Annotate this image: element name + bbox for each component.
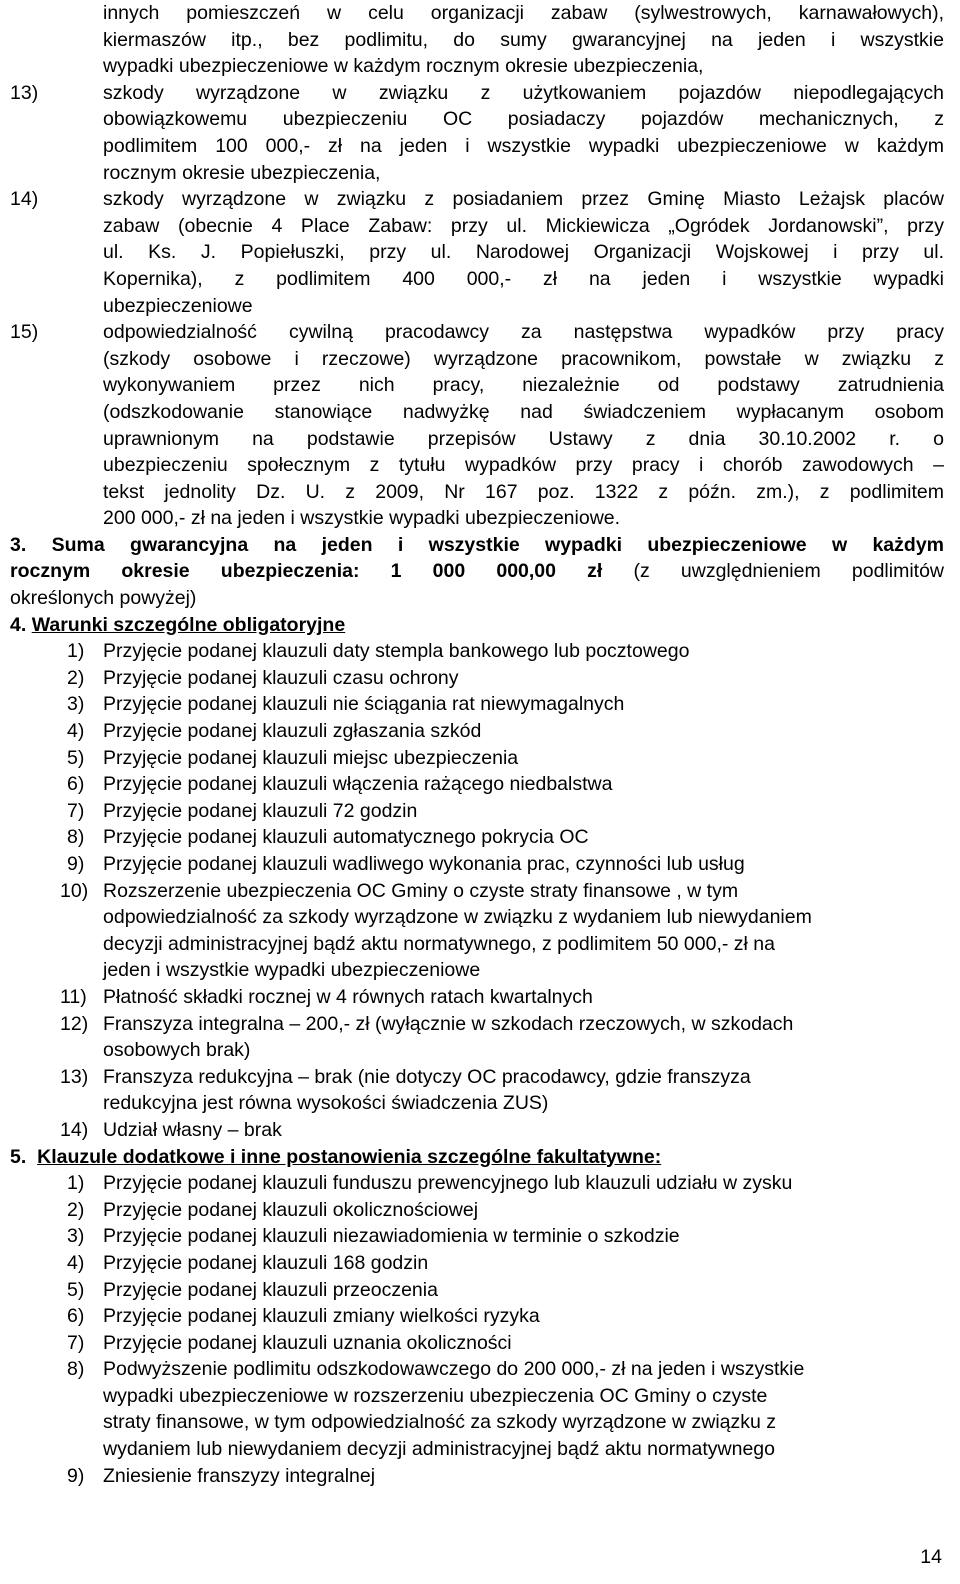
section-3-line-1 xyxy=(10,532,944,559)
list-item-number: 6) xyxy=(67,1305,85,1328)
list-item-number: 8) xyxy=(67,1358,85,1381)
list-item-text: rocznym okresie ubezpieczenia, xyxy=(103,161,381,184)
list-item-number: 4) xyxy=(67,720,85,743)
list-item-number: 13) xyxy=(10,81,39,104)
list-item-text: Przyjęcie podanej klauzuli uznania okoliczności xyxy=(103,1331,512,1354)
list-item-text: Przyjęcie podanej klauzuli przeoczenia xyxy=(103,1278,438,1301)
list-item xyxy=(10,878,944,984)
list-item-text: Rozszerzenie ubezpieczenia OC Gminy o czyste straty finansowe , w tym xyxy=(103,879,739,902)
list-item-text: ubezpieczeniowe xyxy=(103,294,253,317)
list-item xyxy=(10,1117,944,1144)
list-item-number: 5) xyxy=(67,1278,85,1301)
list-item-text: Płatność składki rocznej w 4 równych ratach kwartalnych xyxy=(103,985,593,1008)
text-line: innych pomieszczeń w celu organizacji zabaw (sylwestrowych, karnawałowych), xyxy=(103,2,944,24)
section-5-number: 5. xyxy=(10,1145,27,1168)
obligatory-conditions-list xyxy=(10,638,944,1143)
list-item-text: obowiązkowemu ubezpieczeniu OC posiadaczy pojazdów mechanicznych, z xyxy=(103,108,944,131)
list-item-number: 4) xyxy=(67,1251,85,1274)
list-item-number: 9) xyxy=(67,1464,85,1487)
list-item-number: 7) xyxy=(67,799,85,822)
section-5-heading xyxy=(10,1144,944,1171)
list-item-number: 7) xyxy=(67,1331,85,1354)
list-item-number: 8) xyxy=(67,826,85,849)
section-3-note: (z uwzględnieniem podlimitów xyxy=(602,560,944,583)
list-item xyxy=(10,1250,944,1277)
section-5 xyxy=(10,1144,944,1490)
list-item xyxy=(10,665,944,692)
section-3-line-2 xyxy=(10,558,944,585)
list-item-text: Podwyższenie podlimitu odszkodowawczego do 200 000,- zł na jeden i wszystkie xyxy=(103,1358,805,1381)
list-item-number: 3) xyxy=(67,693,85,716)
list-item-text: Przyjęcie podanej klauzuli nie ściągania rat niewymagalnych xyxy=(103,693,625,716)
section-3-line-3: określonych powyżej) xyxy=(10,587,197,610)
list-item-text: Przyjęcie podanej klauzuli 72 godzin xyxy=(103,799,418,822)
list-item-text: Przyjęcie podanej klauzuli wadliwego wykonania prac, czynności lub usług xyxy=(103,853,745,875)
list-item-text: (odszkodowanie stanowiące nadwyżkę nad świadczeniem wypłacanym osobom xyxy=(103,400,944,423)
list-item-text: wypadki ubezpieczeniowe w rozszerzeniu ubezpieczenia OC Gminy o czyste xyxy=(103,1384,768,1407)
list-item-number: 12) xyxy=(60,1012,89,1035)
list-item-number: 1) xyxy=(67,1172,85,1195)
list-item xyxy=(10,691,944,718)
list-item-text: ul. Ks. J. Popiełuszki, przy ul. Narodowej Organizacji Wojskowej i przy ul. xyxy=(103,241,944,264)
list-item-text: jeden i wszystkie wypadki ubezpieczeniowe xyxy=(103,959,481,982)
list-item-text: tekst jednolity Dz. U. z 2009, Nr 167 poz. 1322 z późn. zm.), z podlimitem xyxy=(103,480,944,503)
list-item xyxy=(10,186,944,319)
list-item xyxy=(10,1064,944,1117)
list-item xyxy=(10,824,944,851)
list-item-text: Przyjęcie podanej klauzuli okolicznościowej xyxy=(103,1198,479,1221)
list-item-text: straty finansowe, w tym odpowiedzialność za szkody wyrządzone w związku z xyxy=(103,1411,777,1434)
list-item-number: 13) xyxy=(60,1065,89,1088)
document-body xyxy=(10,0,944,1489)
section-3-heading: 3. Suma gwarancyjna na jeden i wszystkie wypadki ubezpieczeniowe w każdym xyxy=(10,533,944,556)
section-5-title: Klauzule dodatkowe i inne postanowienia szczególne fakultatywne: xyxy=(37,1145,662,1168)
list-item-text: odpowiedzialność cywilną pracodawcy za następstwa wypadków przy pracy xyxy=(103,321,944,344)
list-item-text: (szkody osobowe i rzeczowe) wyrządzone pracownikom, powstałe w związku z xyxy=(103,347,944,370)
list-item xyxy=(10,638,944,665)
text-line: wypadki ubezpieczeniowe w każdym rocznym okresie ubezpieczenia, xyxy=(103,55,704,78)
list-item-text: wykonywaniem przez nich pracy, niezależnie od podstawy zatrudnienia xyxy=(103,374,944,397)
list-item-text: redukcyjna jest równa wysokości świadczenia ZUS) xyxy=(103,1092,549,1115)
list-item-number: 14) xyxy=(10,188,39,211)
list-item xyxy=(10,1303,944,1330)
list-item-number: 14) xyxy=(60,1118,89,1141)
section-3 xyxy=(10,532,944,612)
list-item-text: Przyjęcie podanej klauzuli automatycznego pokrycia OC xyxy=(103,826,589,849)
list-item xyxy=(10,1197,944,1224)
list-item-text: Przyjęcie podanej klauzuli włączenia rażącego niedbalstwa xyxy=(103,773,613,796)
list-item xyxy=(10,1463,944,1490)
list-item-number: 6) xyxy=(67,773,85,796)
list-item-text: Zniesienie franszyzy integralnej xyxy=(103,1464,376,1487)
list-item-text: Przyjęcie podanej klauzuli zmiany wielkości ryzyka xyxy=(103,1305,540,1328)
page-number: 14 xyxy=(920,1546,942,1568)
list-item xyxy=(10,745,944,772)
list-item xyxy=(10,771,944,798)
list-item-text: Kopernika), z podlimitem 400 000,- zł na jeden i wszystkie wypadki xyxy=(103,267,944,290)
list-item-number: 10) xyxy=(60,879,89,902)
list-item-text: Przyjęcie podanej klauzuli funduszu prewencyjnego lub klauzuli udziału w zysku xyxy=(103,1172,793,1195)
list-item-text: szkody wyrządzone w związku z posiadaniem przez Gminę Miasto Leżajsk placów xyxy=(103,188,944,211)
list-item-text: Przyjęcie podanej klauzuli 168 godzin xyxy=(103,1251,429,1274)
list-item-text: ubezpieczeniu społecznym z tytułu wypadków przy pracy i chorób zawodowych – xyxy=(103,454,944,477)
liability-items-list xyxy=(10,80,944,532)
list-item xyxy=(10,1330,944,1357)
list-item-number: 11) xyxy=(60,985,87,1008)
list-item-text: szkody wyrządzone w związku z użytkowaniem pojazdów niepodlegających xyxy=(103,81,944,104)
list-item-number: 9) xyxy=(67,853,85,875)
list-item-text: Przyjęcie podanej klauzuli czasu ochrony xyxy=(103,666,459,689)
list-item-text: Franszyza redukcyjna – brak (nie dotyczy OC pracodawcy, gdzie franszyza xyxy=(103,1065,751,1088)
section-3-amount: rocznym okresie ubezpieczenia: 1 000 000,00 zł xyxy=(10,560,603,583)
section-4 xyxy=(10,612,944,1144)
list-item xyxy=(10,1277,944,1304)
list-item xyxy=(10,1356,944,1462)
section-4-heading xyxy=(10,612,944,639)
section-4-title: Warunki szczególne obligatoryjne xyxy=(31,613,346,636)
list-item-text: Przyjęcie podanej klauzuli miejsc ubezpieczenia xyxy=(103,746,519,769)
list-item xyxy=(10,319,944,532)
optional-clauses-list xyxy=(10,1170,944,1489)
list-item-text: Przyjęcie podanej klauzuli daty stempla bankowego lub pocztowego xyxy=(103,640,690,663)
list-item-text: Franszyza integralna – 200,- zł (wyłącznie w szkodach rzeczowych, w szkodach xyxy=(103,1012,794,1035)
list-item-number: 5) xyxy=(67,746,85,769)
list-item xyxy=(10,80,944,186)
intro-paragraph xyxy=(10,0,944,80)
list-item-number: 15) xyxy=(10,321,39,344)
list-item xyxy=(10,984,944,1011)
list-item-text: decyzji administracyjnej bądź aktu normatywnego, z podlimitem 50 000,- zł na xyxy=(103,932,775,955)
list-item-number: 3) xyxy=(67,1225,85,1248)
list-item-number: 1) xyxy=(67,640,85,663)
list-item xyxy=(10,718,944,745)
list-item-text: odpowiedzialność za szkody wyrządzone w związku z wydaniem lub niewydaniem xyxy=(103,906,812,929)
list-item-text: wydaniem lub niewydaniem decyzji administracyjnej bądź aktu normatywnego xyxy=(103,1438,775,1461)
list-item-text: Przyjęcie podanej klauzuli zgłaszania szkód xyxy=(103,720,482,743)
list-item-text: podlimitem 100 000,- zł na jeden i wszystkie wypadki ubezpieczeniowe w każdym xyxy=(103,134,944,157)
list-item xyxy=(10,1223,944,1250)
list-item-text: zabaw (obecnie 4 Place Zabaw: przy ul. Mickiewicza „Ogródek Jordanowski”, przy xyxy=(103,214,944,237)
section-4-number: 4. xyxy=(10,613,27,636)
list-item xyxy=(10,798,944,825)
list-item xyxy=(10,1170,944,1197)
list-item-text: 200 000,- zł na jeden i wszystkie wypadki ubezpieczeniowe. xyxy=(103,507,621,530)
text-line: kiermaszów itp., bez podlimitu, do sumy gwarancyjnej na jeden i wszystkie xyxy=(103,28,944,51)
list-item-text: Udział własny – brak xyxy=(103,1118,282,1141)
list-item xyxy=(10,1011,944,1064)
list-item-text: uprawnionym na podstawie przepisów Ustawy z dnia 30.10.2002 r. o xyxy=(103,427,944,450)
list-item-number: 2) xyxy=(67,1198,85,1221)
list-item xyxy=(10,851,944,878)
list-item-text: osobowych brak) xyxy=(103,1039,251,1062)
list-item-number: 2) xyxy=(67,666,85,689)
list-item-text: Przyjęcie podanej klauzuli niezawiadomienia w terminie o szkodzie xyxy=(103,1225,680,1248)
